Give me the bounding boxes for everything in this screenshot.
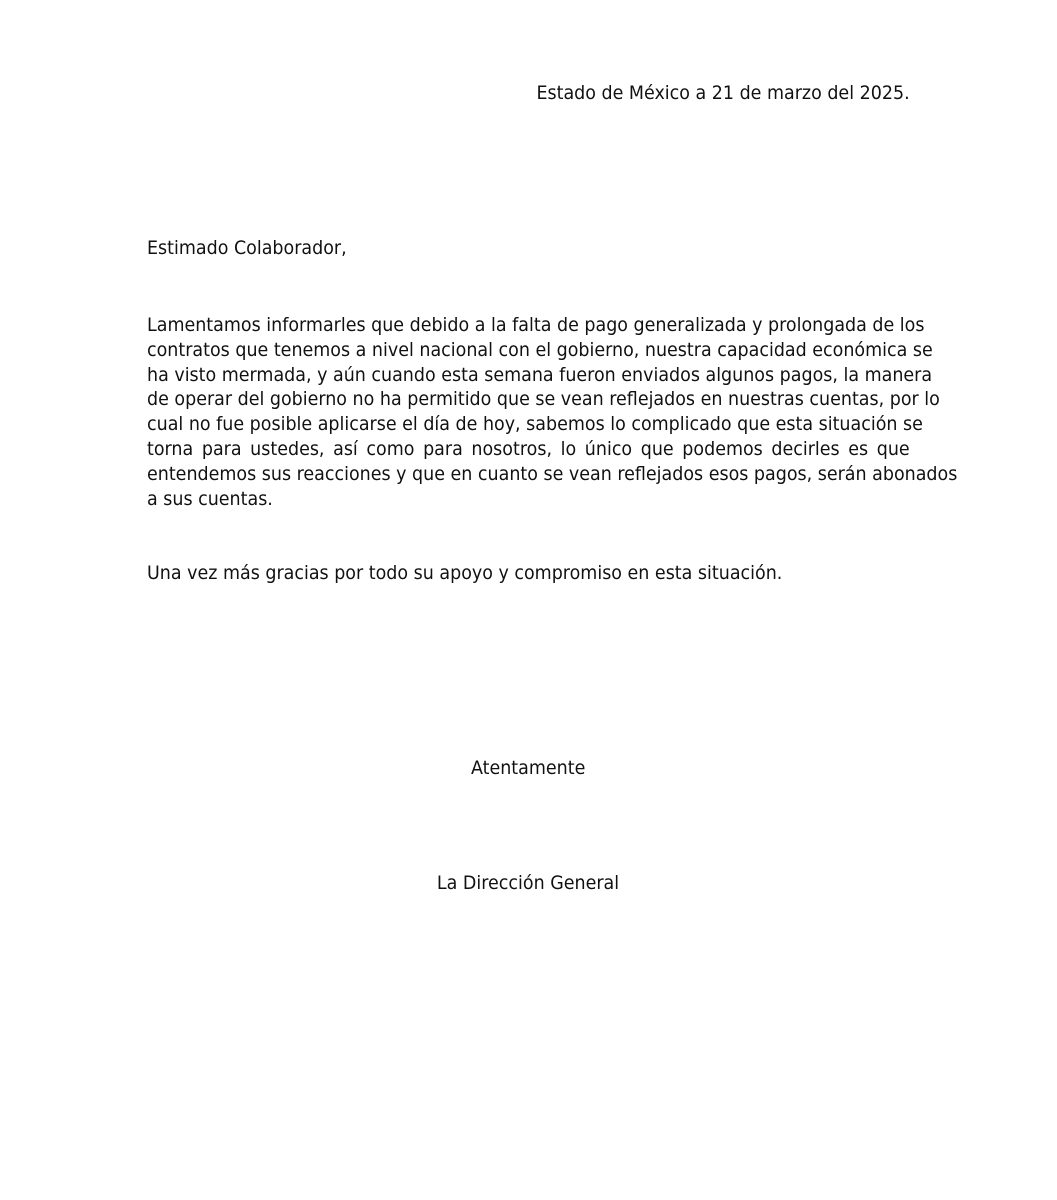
body-line-text: contratos que tenemos a nivel nacional con el gobierno, nuestra capacidad económica se (147, 338, 933, 361)
letter-date: Estado de México a 21 de marzo del 2025. (536, 82, 910, 104)
body-line (147, 462, 958, 487)
body-line-text: torna para ustedes, así como para nosotros, lo único que podemos decirles es que (147, 437, 910, 460)
body-line (147, 487, 910, 512)
body-line-text: cual no fue posible aplicarse el día de hoy, sabemos lo complicado que esta situación se (147, 413, 923, 436)
body-line-text: ha visto mermada, y aún cuando esta semana fueron enviados algunos pagos, la manera (147, 363, 933, 386)
body-line (147, 412, 923, 437)
body-line-text: de operar del gobierno no ha permitido que se vean reflejados en nuestras cuentas, por lo (147, 388, 940, 411)
body-line (147, 313, 925, 338)
signatory (0, 870, 1057, 896)
closing-sentence: Una vez más gracias por todo su apoyo y compromiso en esta situación. (147, 562, 783, 584)
body-line-text: entendemos sus reacciones y que en cuanto se vean reflejados esos pagos, serán abonados (147, 462, 958, 485)
body-line (147, 437, 910, 462)
body-line-text: Lamentamos informarles que debido a la falta de pago generalizada y prolongada de los (147, 314, 925, 336)
body-paragraph (147, 313, 958, 511)
signatory-text: La Dirección General (437, 872, 620, 894)
salutation: Estimado Colaborador, (147, 237, 347, 259)
body-line (147, 363, 933, 388)
body-line-text: a sus cuentas. (147, 487, 273, 510)
body-line (147, 338, 933, 363)
sign-off (0, 755, 1057, 781)
body-line (147, 387, 940, 412)
sign-off-text: Atentamente (471, 757, 586, 779)
